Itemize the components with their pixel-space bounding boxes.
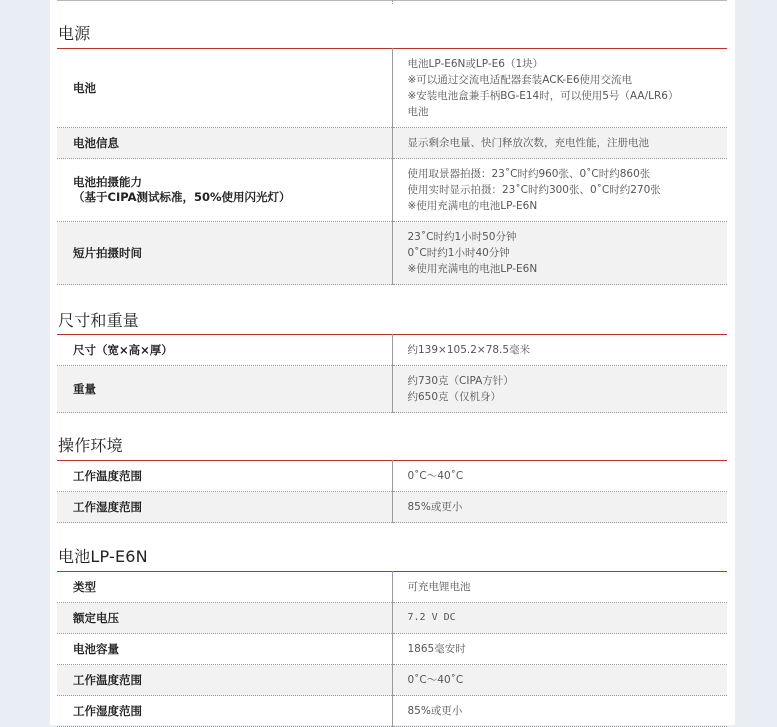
row-label: 电池容量 — [57, 634, 392, 665]
row-value: 85%或更小 — [392, 696, 727, 727]
row-value: 7.2 V DC — [392, 603, 727, 634]
table-row — [57, 461, 727, 492]
table-row — [57, 665, 727, 696]
spec-table-battery — [57, 571, 727, 727]
spec-table-dimensions — [57, 334, 727, 413]
section-title-environment: 操作环境 — [58, 436, 123, 455]
row-label: 短片拍摄时间 — [57, 222, 392, 285]
row-value: 电池LP-E6N或LP-E6（1块） ※可以通过交流电适配器套装ACK-E6使用交流电 ※安装电池盒兼手柄BG-E14时，可以使用5号（AA/LR6） 电池 — [392, 49, 727, 128]
row-label: 工作温度范围 — [57, 665, 392, 696]
row-value: 显示剩余电量、快门释放次数，充电性能，注册电池 — [392, 128, 727, 159]
table-row — [57, 696, 727, 727]
section-title-power: 电源 — [58, 24, 91, 43]
row-label: 电池拍摄能力 （基于CIPA测试标准，50%使用闪光灯） — [57, 159, 392, 222]
row-label: 尺寸（宽×高×厚） — [57, 335, 392, 366]
section-title-dimensions: 尺寸和重量 — [58, 311, 140, 330]
table-row — [57, 49, 727, 128]
spec-page — [50, 0, 735, 725]
row-value: 1865毫安时 — [392, 634, 727, 665]
row-value: 0˚C～40˚C — [392, 461, 727, 492]
row-label: 工作温度范围 — [57, 461, 392, 492]
table-row — [57, 492, 727, 523]
row-value: 约139×105.2×78.5毫米 — [392, 335, 727, 366]
table-row — [57, 572, 727, 603]
row-value: 23˚C时约1小时50分钟 0˚C时约1小时40分钟 ※使用充满电的电池LP-E6N — [392, 222, 727, 285]
row-value: 0˚C～40˚C — [392, 665, 727, 696]
row-label: 电池信息 — [57, 128, 392, 159]
table-row — [57, 603, 727, 634]
spec-table-power — [57, 48, 727, 285]
section-title-battery: 电池LP-E6N — [58, 547, 148, 566]
row-label: 额定电压 — [57, 603, 392, 634]
row-label: 电池 — [57, 49, 392, 128]
top-column-divider — [392, 0, 393, 4]
table-row — [57, 634, 727, 665]
table-row — [57, 159, 727, 222]
spec-table-environment — [57, 460, 727, 523]
row-label: 类型 — [57, 572, 392, 603]
row-label: 工作湿度范围 — [57, 492, 392, 523]
table-row — [57, 335, 727, 366]
table-row — [57, 222, 727, 285]
row-value: 可充电锂电池 — [392, 572, 727, 603]
row-label: 工作湿度范围 — [57, 696, 392, 727]
row-value: 85%或更小 — [392, 492, 727, 523]
table-row — [57, 128, 727, 159]
row-label: 重量 — [57, 366, 392, 413]
row-value: 使用取景器拍摄：23˚C时约960张、0˚C时约860张 使用实时显示拍摄：23˚C时约300张、0˚C时约270张 ※使用充满电的电池LP-E6N — [392, 159, 727, 222]
row-value: 约730克（CIPA方针） 约650克（仅机身） — [392, 366, 727, 413]
table-row — [57, 366, 727, 413]
